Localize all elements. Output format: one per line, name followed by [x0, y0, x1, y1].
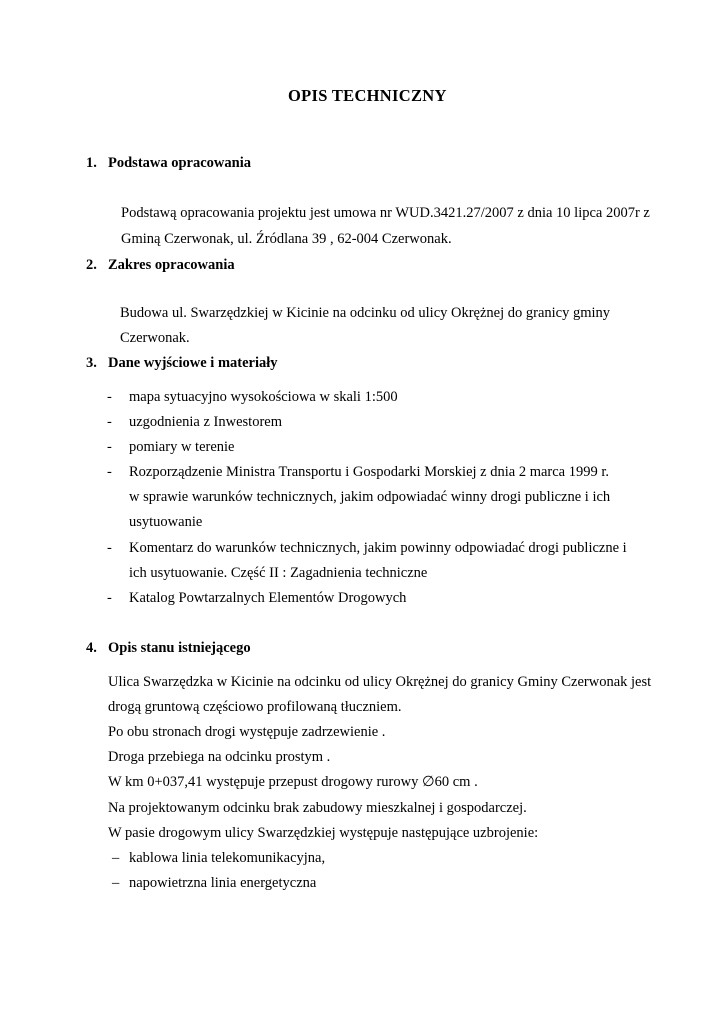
section-3-heading: Dane wyjściowe i materiały [108, 355, 278, 371]
bullet-dash: - [107, 389, 112, 405]
list-item: uzgodnienia z Inwestorem [129, 414, 283, 430]
section-1-line: Podstawą opracowania projektu jest umowa nr WUD.3421.27/2007 z dnia 10 lipca 2007r z [121, 205, 650, 221]
section-4-line: W km 0+037,41 występuje przepust drogowy rurowy ∅60 cm . [108, 774, 478, 790]
document-title: OPIS TECHNICZNY [288, 86, 447, 105]
list-item: mapa sytuacyjno wysokościowa w skali 1:500 [129, 389, 398, 405]
section-4-line: drogą gruntową częściowo profilowaną tłuczniem. [108, 699, 402, 715]
list-item-continuation: usytuowanie [129, 514, 203, 530]
list-item: napowietrzna linia energetyczna [129, 875, 317, 891]
section-4-line: Na projektowanym odcinku brak zabudowy mieszkalnej i gospodarczej. [108, 800, 527, 816]
bullet-dash: – [112, 875, 120, 891]
bullet-dash: - [107, 414, 112, 430]
section-2-number: 2. [86, 257, 97, 273]
list-item: pomiary w terenie [129, 439, 235, 455]
list-item-continuation: w sprawie warunków technicznych, jakim odpowiadać winny drogi publiczne i ich [129, 489, 611, 505]
section-4-line: Po obu stronach drogi występuje zadrzewienie . [108, 724, 386, 740]
bullet-dash: - [107, 439, 112, 455]
list-item: Katalog Powtarzalnych Elementów Drogowych [129, 590, 407, 606]
section-4-line: Droga przebiega na odcinku prostym . [108, 749, 331, 765]
bullet-dash: - [107, 590, 112, 606]
bullet-dash: - [107, 464, 112, 480]
section-3-number: 3. [86, 355, 97, 371]
section-4-heading: Opis stanu istniejącego [108, 640, 251, 656]
bullet-dash: - [107, 540, 112, 556]
bullet-dash: – [112, 850, 120, 866]
list-item: Komentarz do warunków technicznych, jakim powinny odpowiadać drogi publiczne i [129, 540, 627, 556]
section-1-number: 1. [86, 155, 97, 171]
list-item: kablowa linia telekomunikacyjna, [129, 850, 326, 866]
section-4-number: 4. [86, 640, 97, 656]
section-2-line: Czerwonak. [120, 330, 190, 346]
section-4-line: W pasie drogowym ulicy Swarzędzkiej występuje następujące uzbrojenie: [108, 825, 539, 841]
section-4-line: Ulica Swarzędzka w Kicinie na odcinku od ulicy Okrężnej do granicy Gminy Czerwonak jest [108, 674, 652, 690]
list-item-continuation: ich usytuowanie. Część II : Zagadnienia techniczne [129, 565, 428, 581]
section-2-heading: Zakres opracowania [108, 257, 235, 273]
list-item: Rozporządzenie Ministra Transportu i Gospodarki Morskiej z dnia 2 marca 1999 r. [129, 464, 610, 480]
section-1-line: Gminą Czerwonak, ul. Źródlana 39 , 62-004 Czerwonak. [121, 231, 452, 247]
section-1-heading: Podstawa opracowania [108, 155, 251, 171]
section-2-line: Budowa ul. Swarzędzkiej w Kicinie na odcinku od ulicy Okrężnej do granicy gminy [120, 305, 611, 321]
